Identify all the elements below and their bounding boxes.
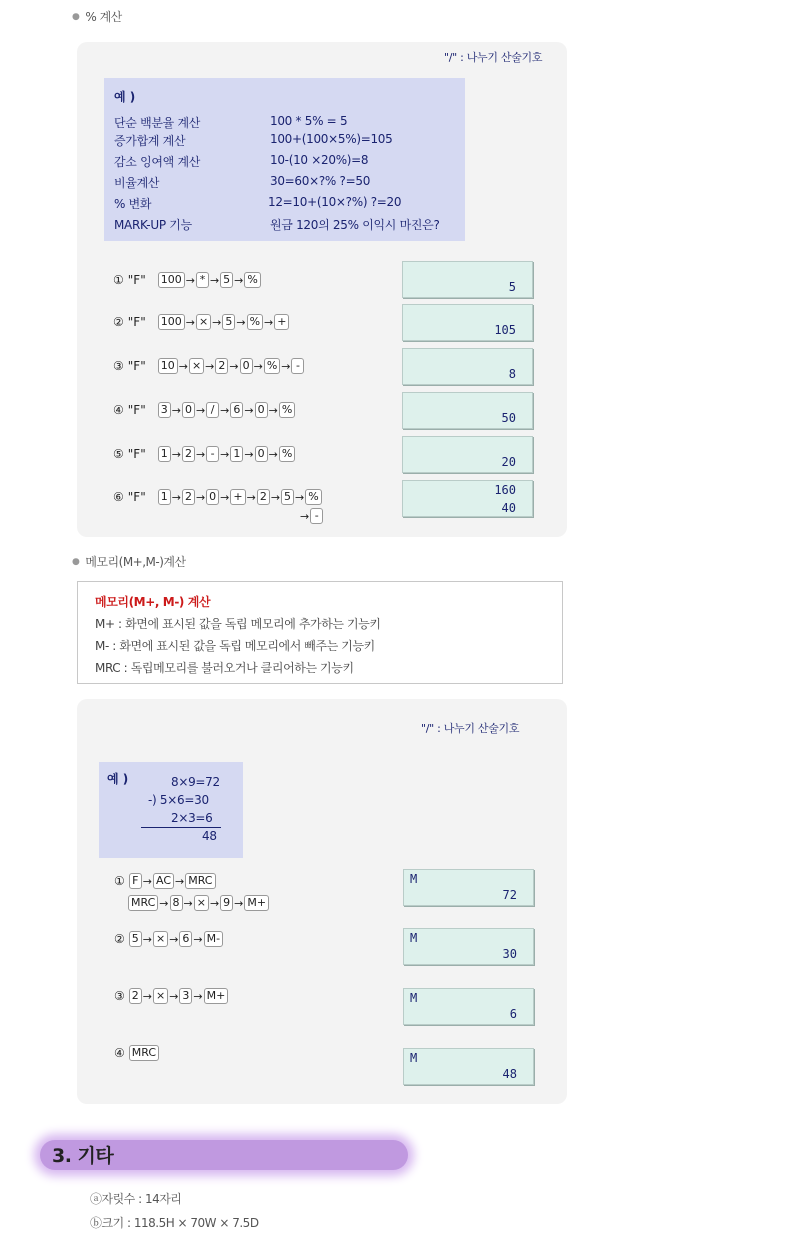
- display-value: 50: [501, 411, 516, 425]
- percent-example-title: 예 ): [114, 90, 136, 104]
- arrow-right-icon: →: [244, 447, 254, 461]
- step-number: ⑥: [113, 490, 124, 504]
- arrow-right-icon: →: [212, 315, 222, 329]
- calc-key: M-: [204, 931, 223, 947]
- arrow-right-icon: →: [142, 932, 152, 946]
- step-number: ④: [113, 403, 124, 417]
- calc-key: MRC: [129, 1045, 159, 1061]
- calc-key: +: [274, 314, 289, 330]
- arrow-right-icon: →: [171, 403, 181, 417]
- arrow-right-icon: →: [234, 273, 244, 287]
- arrow-right-icon: →: [185, 273, 195, 287]
- display-value: 72: [502, 888, 517, 902]
- calc-key: ×: [189, 358, 204, 374]
- calc-display: [403, 928, 534, 965]
- arrow-right-icon: →: [281, 359, 291, 373]
- calc-key: 2: [215, 358, 228, 374]
- memory-indicator: M: [410, 1051, 418, 1065]
- step-prefix: "F": [127, 315, 146, 329]
- calc-key: F: [129, 873, 142, 889]
- calc-key: M+: [204, 988, 229, 1004]
- arrow-right-icon: →: [270, 490, 281, 504]
- spec-size: ⓑ크기 : 118.5H × 70W × 7.5D: [90, 1216, 259, 1230]
- step-prefix: "F": [127, 403, 146, 417]
- key-sequence: [113, 272, 261, 288]
- example-formula: 100 * 5% = 5: [270, 114, 348, 128]
- calc-key: /: [206, 402, 219, 418]
- section3-title: 3. 기타: [52, 1145, 114, 1167]
- calc-key: 2: [129, 988, 142, 1004]
- arrow-right-icon: →: [229, 359, 239, 373]
- calc-key: -: [206, 446, 219, 462]
- calc-display: [402, 304, 533, 341]
- step-prefix: "F": [127, 359, 146, 373]
- calc-key: 2: [182, 489, 195, 505]
- memory-info-title: 메모리(M+, M-) 계산: [95, 595, 211, 609]
- display-value: 48: [502, 1067, 517, 1081]
- arrow-right-icon: →: [220, 447, 230, 461]
- key-sequence: [113, 358, 304, 374]
- display-value: 40: [501, 501, 516, 515]
- arrow-right-icon: →: [209, 896, 220, 910]
- calc-display: [402, 436, 533, 473]
- arrow-right-icon: →: [171, 447, 181, 461]
- calc-key: MRC: [128, 895, 158, 911]
- memory-example-line: 8×9=72: [171, 775, 220, 789]
- arrow-right-icon: →: [195, 447, 206, 461]
- step-prefix: "F": [127, 447, 146, 461]
- memory-note: "/" : 나누기 산술기호: [421, 722, 520, 735]
- memory-section-heading: [72, 553, 186, 570]
- step-number: ④: [114, 1046, 125, 1060]
- example-formula: 원금 120의 25% 이익시 마진은?: [270, 218, 440, 232]
- arrow-right-icon: →: [159, 896, 169, 910]
- display-value: 5: [508, 280, 516, 294]
- display-value: 160: [494, 483, 516, 497]
- example-label: 감소 잉여액 계산: [114, 155, 201, 169]
- calc-key: 0: [206, 489, 219, 505]
- calc-key: 3: [179, 988, 192, 1004]
- arrow-right-icon: →: [244, 403, 254, 417]
- memory-indicator: M: [410, 931, 418, 945]
- key-sequence: [113, 446, 295, 462]
- step-number: ⑤: [113, 447, 124, 461]
- step-number: ③: [113, 359, 124, 373]
- calc-key: 6: [179, 931, 192, 947]
- memory-example-line: 48: [202, 829, 217, 843]
- key-sequence-line2: [299, 508, 323, 524]
- example-formula: 10-(10 ×20%)=8: [270, 153, 369, 167]
- calc-key: 1: [158, 446, 171, 462]
- memory-info-line: MRC : 독립메모리를 불러오거나 클리어하는 기능키: [95, 661, 354, 675]
- key-sequence: [114, 931, 223, 947]
- key-sequence: [113, 489, 322, 505]
- calc-key: 6: [230, 402, 243, 418]
- spec-digits: ⓐ자릿수 : 14자리: [90, 1192, 182, 1206]
- arrow-right-icon: →: [193, 989, 203, 1003]
- arrow-right-icon: →: [268, 403, 278, 417]
- arrow-right-icon: →: [209, 273, 220, 287]
- calc-key: -: [291, 358, 304, 374]
- calc-key: 5: [281, 489, 294, 505]
- calc-key: 1: [158, 489, 171, 505]
- example-label: 단순 백분율 계산: [114, 116, 201, 130]
- example-label: 증가합계 계산: [114, 134, 186, 148]
- percent-section-heading: [72, 8, 122, 25]
- memory-example-line: 2×3=6: [171, 811, 213, 825]
- display-value: 20: [501, 455, 516, 469]
- calc-key: 10: [158, 358, 178, 374]
- key-sequence-line2: [128, 895, 269, 911]
- calc-key: 100: [158, 314, 185, 330]
- calc-key: 9: [220, 895, 233, 911]
- memory-example-title: 예 ): [107, 772, 129, 786]
- memory-info-line: M- : 화면에 표시된 값을 독립 메모리에서 빼주는 기능키: [95, 639, 375, 653]
- arrow-right-icon: →: [169, 932, 179, 946]
- calc-display: [402, 348, 533, 385]
- calc-key: 3: [158, 402, 171, 418]
- step-number: ③: [114, 989, 125, 1003]
- arrow-right-icon: →: [246, 490, 256, 504]
- display-value: 8: [508, 367, 516, 381]
- arrow-right-icon: →: [169, 989, 179, 1003]
- calc-display: [402, 261, 533, 298]
- memory-example-line: -) 5×6=30: [148, 793, 209, 807]
- calc-display: [403, 988, 534, 1025]
- calc-key: ×: [194, 895, 209, 911]
- calc-key: ×: [153, 988, 168, 1004]
- sum-divider: [141, 827, 221, 828]
- calc-key: 100: [158, 272, 185, 288]
- calc-key: AC: [153, 873, 174, 889]
- memory-indicator: M: [410, 991, 418, 1005]
- step-prefix: "F": [127, 273, 146, 287]
- calc-display: [402, 480, 533, 517]
- arrow-right-icon: →: [193, 932, 203, 946]
- calc-key: MRC: [185, 873, 215, 889]
- calc-key: 5: [129, 931, 142, 947]
- arrow-right-icon: →: [175, 874, 185, 888]
- arrow-right-icon: →: [205, 359, 215, 373]
- calc-key: %: [279, 402, 295, 418]
- calc-display: [402, 392, 533, 429]
- arrow-right-icon: →: [234, 896, 244, 910]
- calc-key: 2: [182, 446, 195, 462]
- key-sequence: [114, 873, 216, 889]
- memory-info-line: M+ : 화면에 표시된 값을 독립 메모리에 추가하는 기능키: [95, 617, 381, 631]
- step-prefix: "F": [127, 490, 146, 504]
- example-formula: 30=60×?% ?=50: [270, 174, 371, 188]
- arrow-right-icon: →: [142, 989, 152, 1003]
- calc-key: 1: [230, 446, 243, 462]
- example-label: MARK-UP 기능: [114, 218, 192, 232]
- arrow-right-icon: →: [300, 509, 310, 523]
- step-number: ②: [113, 315, 124, 329]
- arrow-right-icon: →: [195, 403, 206, 417]
- arrow-right-icon: →: [268, 447, 278, 461]
- calc-key: +: [230, 489, 245, 505]
- arrow-right-icon: →: [185, 315, 195, 329]
- example-label: % 변화: [114, 197, 152, 211]
- arrow-right-icon: →: [220, 490, 230, 504]
- arrow-right-icon: →: [295, 490, 305, 504]
- example-formula: 12=10+(10×?%) ?=20: [268, 195, 402, 209]
- memory-heading-text: 메모리(M+,M-)계산: [85, 555, 186, 569]
- calc-key: ×: [196, 314, 211, 330]
- arrow-right-icon: →: [236, 315, 246, 329]
- arrow-right-icon: →: [220, 403, 230, 417]
- calc-key: -: [310, 508, 323, 524]
- calc-key: 0: [182, 402, 195, 418]
- calc-key: 0: [255, 446, 268, 462]
- calc-display: [403, 869, 534, 906]
- calc-key: ×: [153, 931, 168, 947]
- bullet-icon: ●: [72, 12, 80, 22]
- percent-heading-text: % 계산: [85, 10, 122, 24]
- calc-key: 5: [220, 272, 233, 288]
- bullet-icon: ●: [72, 557, 80, 567]
- arrow-right-icon: →: [142, 874, 152, 888]
- display-value: 6: [509, 1007, 517, 1021]
- calc-key: %: [279, 446, 295, 462]
- key-sequence: [113, 314, 289, 330]
- arrow-right-icon: →: [195, 490, 206, 504]
- arrow-right-icon: →: [253, 359, 263, 373]
- step-number: ①: [114, 874, 125, 888]
- calc-key: 2: [257, 489, 270, 505]
- example-label: 비율계산: [114, 176, 160, 190]
- percent-note: "/" : 나누기 산술기호: [444, 51, 543, 64]
- key-sequence: [114, 1045, 159, 1061]
- step-number: ②: [114, 932, 125, 946]
- calc-key: 8: [170, 895, 183, 911]
- display-value: 105: [494, 323, 516, 337]
- calc-key: %: [305, 489, 321, 505]
- arrow-right-icon: →: [183, 896, 193, 910]
- example-formula: 100+(100×5%)=105: [270, 132, 393, 146]
- calc-key: %: [244, 272, 260, 288]
- calc-key: *: [196, 272, 209, 288]
- arrow-right-icon: →: [171, 490, 181, 504]
- step-number: ①: [113, 273, 124, 287]
- memory-indicator: M: [410, 872, 418, 886]
- calc-key: 5: [222, 314, 235, 330]
- calc-key: %: [264, 358, 280, 374]
- display-value: 30: [502, 947, 517, 961]
- calc-key: 0: [240, 358, 253, 374]
- key-sequence: [113, 402, 295, 418]
- calc-key: %: [247, 314, 263, 330]
- calc-key: M+: [244, 895, 269, 911]
- arrow-right-icon: →: [178, 359, 188, 373]
- calc-key: 0: [255, 402, 268, 418]
- calc-display: [403, 1048, 534, 1085]
- arrow-right-icon: →: [264, 315, 274, 329]
- key-sequence: [114, 988, 228, 1004]
